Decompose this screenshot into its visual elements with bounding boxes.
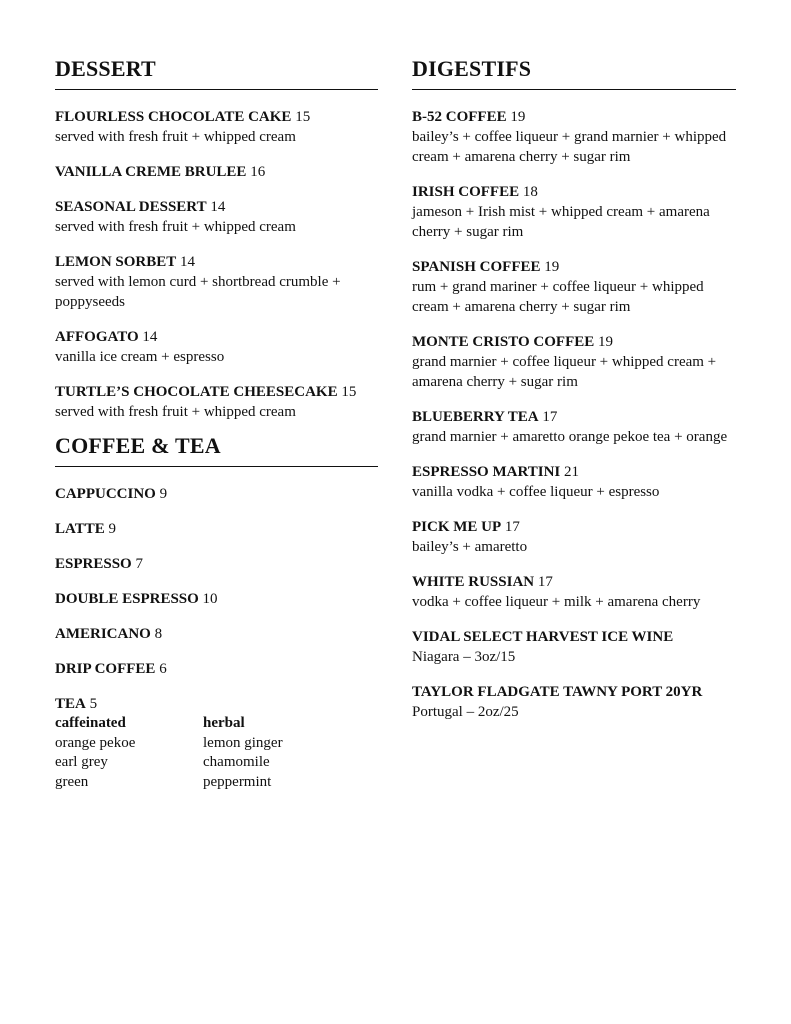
item-description: rum + grand mariner + coffee liqueur + whipped cream + amarena cherry + sugar rim (412, 279, 704, 315)
item-name: FLOURLESS CHOCOLATE CAKE (55, 109, 292, 125)
item-name: B-52 COFFEE (412, 109, 507, 125)
item-price: 17 (537, 574, 553, 590)
dessert-list (55, 90, 378, 422)
item-price: 16 (250, 164, 266, 180)
menu-item (55, 484, 378, 504)
item-description: Portugal – 2oz/25 (412, 704, 519, 720)
item-price: 15 (341, 384, 357, 400)
item-name: VANILLA CREME BRULEE (55, 164, 247, 180)
coffee-tea-list (55, 467, 378, 792)
menu-item (412, 682, 736, 722)
item-name: TURTLE’S CHOCOLATE CHEESECAKE (55, 384, 338, 400)
item-price: 9 (159, 486, 168, 502)
item-name: SPANISH COFFEE (412, 259, 541, 275)
item-price: 14 (210, 199, 226, 215)
digestifs-list (412, 90, 736, 722)
left-column (55, 55, 378, 807)
menu-item (55, 519, 378, 539)
item-price: 18 (522, 184, 538, 200)
item-description: grand marnier + amaretto orange pekoe tea + orange (412, 429, 728, 445)
menu-item (55, 659, 378, 679)
item-name: VIDAL SELECT HARVEST ICE WINE (412, 629, 674, 645)
digestifs-title: DIGESTIFS (412, 55, 736, 90)
item-price: 17 (542, 409, 558, 425)
tea-option: earl grey (55, 754, 108, 770)
item-name: TAYLOR FLADGATE TAWNY PORT 20YR (412, 684, 703, 700)
tea-options (55, 714, 378, 792)
item-name: CAPPUCCINO (55, 486, 156, 502)
item-name: PICK ME UP (412, 519, 502, 535)
item-description: served with fresh fruit + whipped cream (55, 129, 296, 145)
menu-item (55, 624, 378, 644)
item-name: AMERICANO (55, 626, 151, 642)
menu-item (412, 107, 736, 167)
item-name: WHITE RUSSIAN (412, 574, 535, 590)
item-name: ESPRESSO MARTINI (412, 464, 561, 480)
item-price: 8 (154, 626, 163, 642)
item-price: 6 (159, 661, 167, 677)
menu-item (412, 257, 736, 317)
item-price: 14 (142, 329, 158, 345)
menu-item (55, 554, 378, 574)
item-name: IRISH COFFEE (412, 184, 520, 200)
item-description: grand marnier + coffee liqueur + whipped cream + amarena cherry + sugar rim (412, 354, 717, 390)
menu-item (412, 627, 736, 667)
item-name: TEA (55, 696, 86, 712)
tea-option: lemon ginger (203, 734, 283, 751)
item-description: vanilla ice cream + espresso (55, 349, 225, 365)
right-column (412, 55, 736, 737)
tea-option: chamomile (203, 754, 270, 770)
item-description: served with fresh fruit + whipped cream (55, 219, 296, 235)
item-price: 9 (108, 521, 116, 537)
item-description: vodka + coffee liqueur + milk + amarena cherry (412, 594, 701, 610)
item-price: 21 (564, 464, 580, 480)
item-name: DOUBLE ESPRESSO (55, 591, 199, 607)
item-name: ESPRESSO (55, 556, 132, 572)
item-name: DRIP COFFEE (55, 661, 156, 677)
item-price: 15 (295, 109, 311, 125)
dessert-title: DESSERT (55, 55, 378, 90)
item-description: bailey’s + amaretto (412, 539, 528, 555)
item-description: served with lemon curd + shortbread crumble + poppyseeds (55, 274, 341, 310)
item-description: served with fresh fruit + whipped cream (55, 404, 296, 420)
menu-item (55, 589, 378, 609)
menu-item (412, 572, 736, 612)
item-name: LEMON SORBET (55, 254, 177, 270)
tea-caffeinated-heading: caffeinated (55, 715, 126, 731)
menu-item (55, 162, 378, 182)
menu-item (55, 327, 378, 367)
item-description: vanilla vodka + coffee liqueur + espresso (412, 484, 660, 500)
tea-option: green (55, 773, 89, 790)
tea-option: orange pekoe (55, 734, 136, 751)
menu-item (412, 462, 736, 502)
menu-item (55, 252, 378, 312)
tea-herbal-heading: herbal (203, 715, 245, 731)
item-price: 10 (202, 591, 218, 607)
item-name: SEASONAL DESSERT (55, 199, 207, 215)
menu-item (412, 332, 736, 392)
tea-option: peppermint (203, 773, 272, 790)
coffee-tea-title: COFFEE & TEA (55, 432, 378, 467)
menu-item (412, 182, 736, 242)
tea-item (55, 694, 378, 792)
item-name: LATTE (55, 521, 105, 537)
item-description: Niagara – 3oz/15 (412, 649, 516, 665)
item-description: jameson + Irish mist + whipped cream + amarena cherry + sugar rim (412, 204, 710, 240)
menu-item (55, 107, 378, 147)
item-name: AFFOGATO (55, 329, 139, 345)
menu-item (412, 517, 736, 557)
item-name: BLUEBERRY TEA (412, 409, 539, 425)
item-price: 7 (135, 556, 143, 572)
item-price: 19 (544, 259, 560, 275)
item-price: 17 (504, 519, 520, 535)
menu-item (55, 382, 378, 422)
item-price: 5 (89, 696, 98, 712)
item-description: bailey’s + coffee liqueur + grand marnier + whipped cream + amarena cherry + sugar rim (412, 129, 727, 165)
item-price: 19 (510, 109, 526, 125)
menu-item (55, 197, 378, 237)
item-price: 14 (180, 254, 196, 270)
item-name: MONTE CRISTO COFFEE (412, 334, 595, 350)
item-price: 19 (598, 334, 613, 350)
menu-item (412, 407, 736, 447)
